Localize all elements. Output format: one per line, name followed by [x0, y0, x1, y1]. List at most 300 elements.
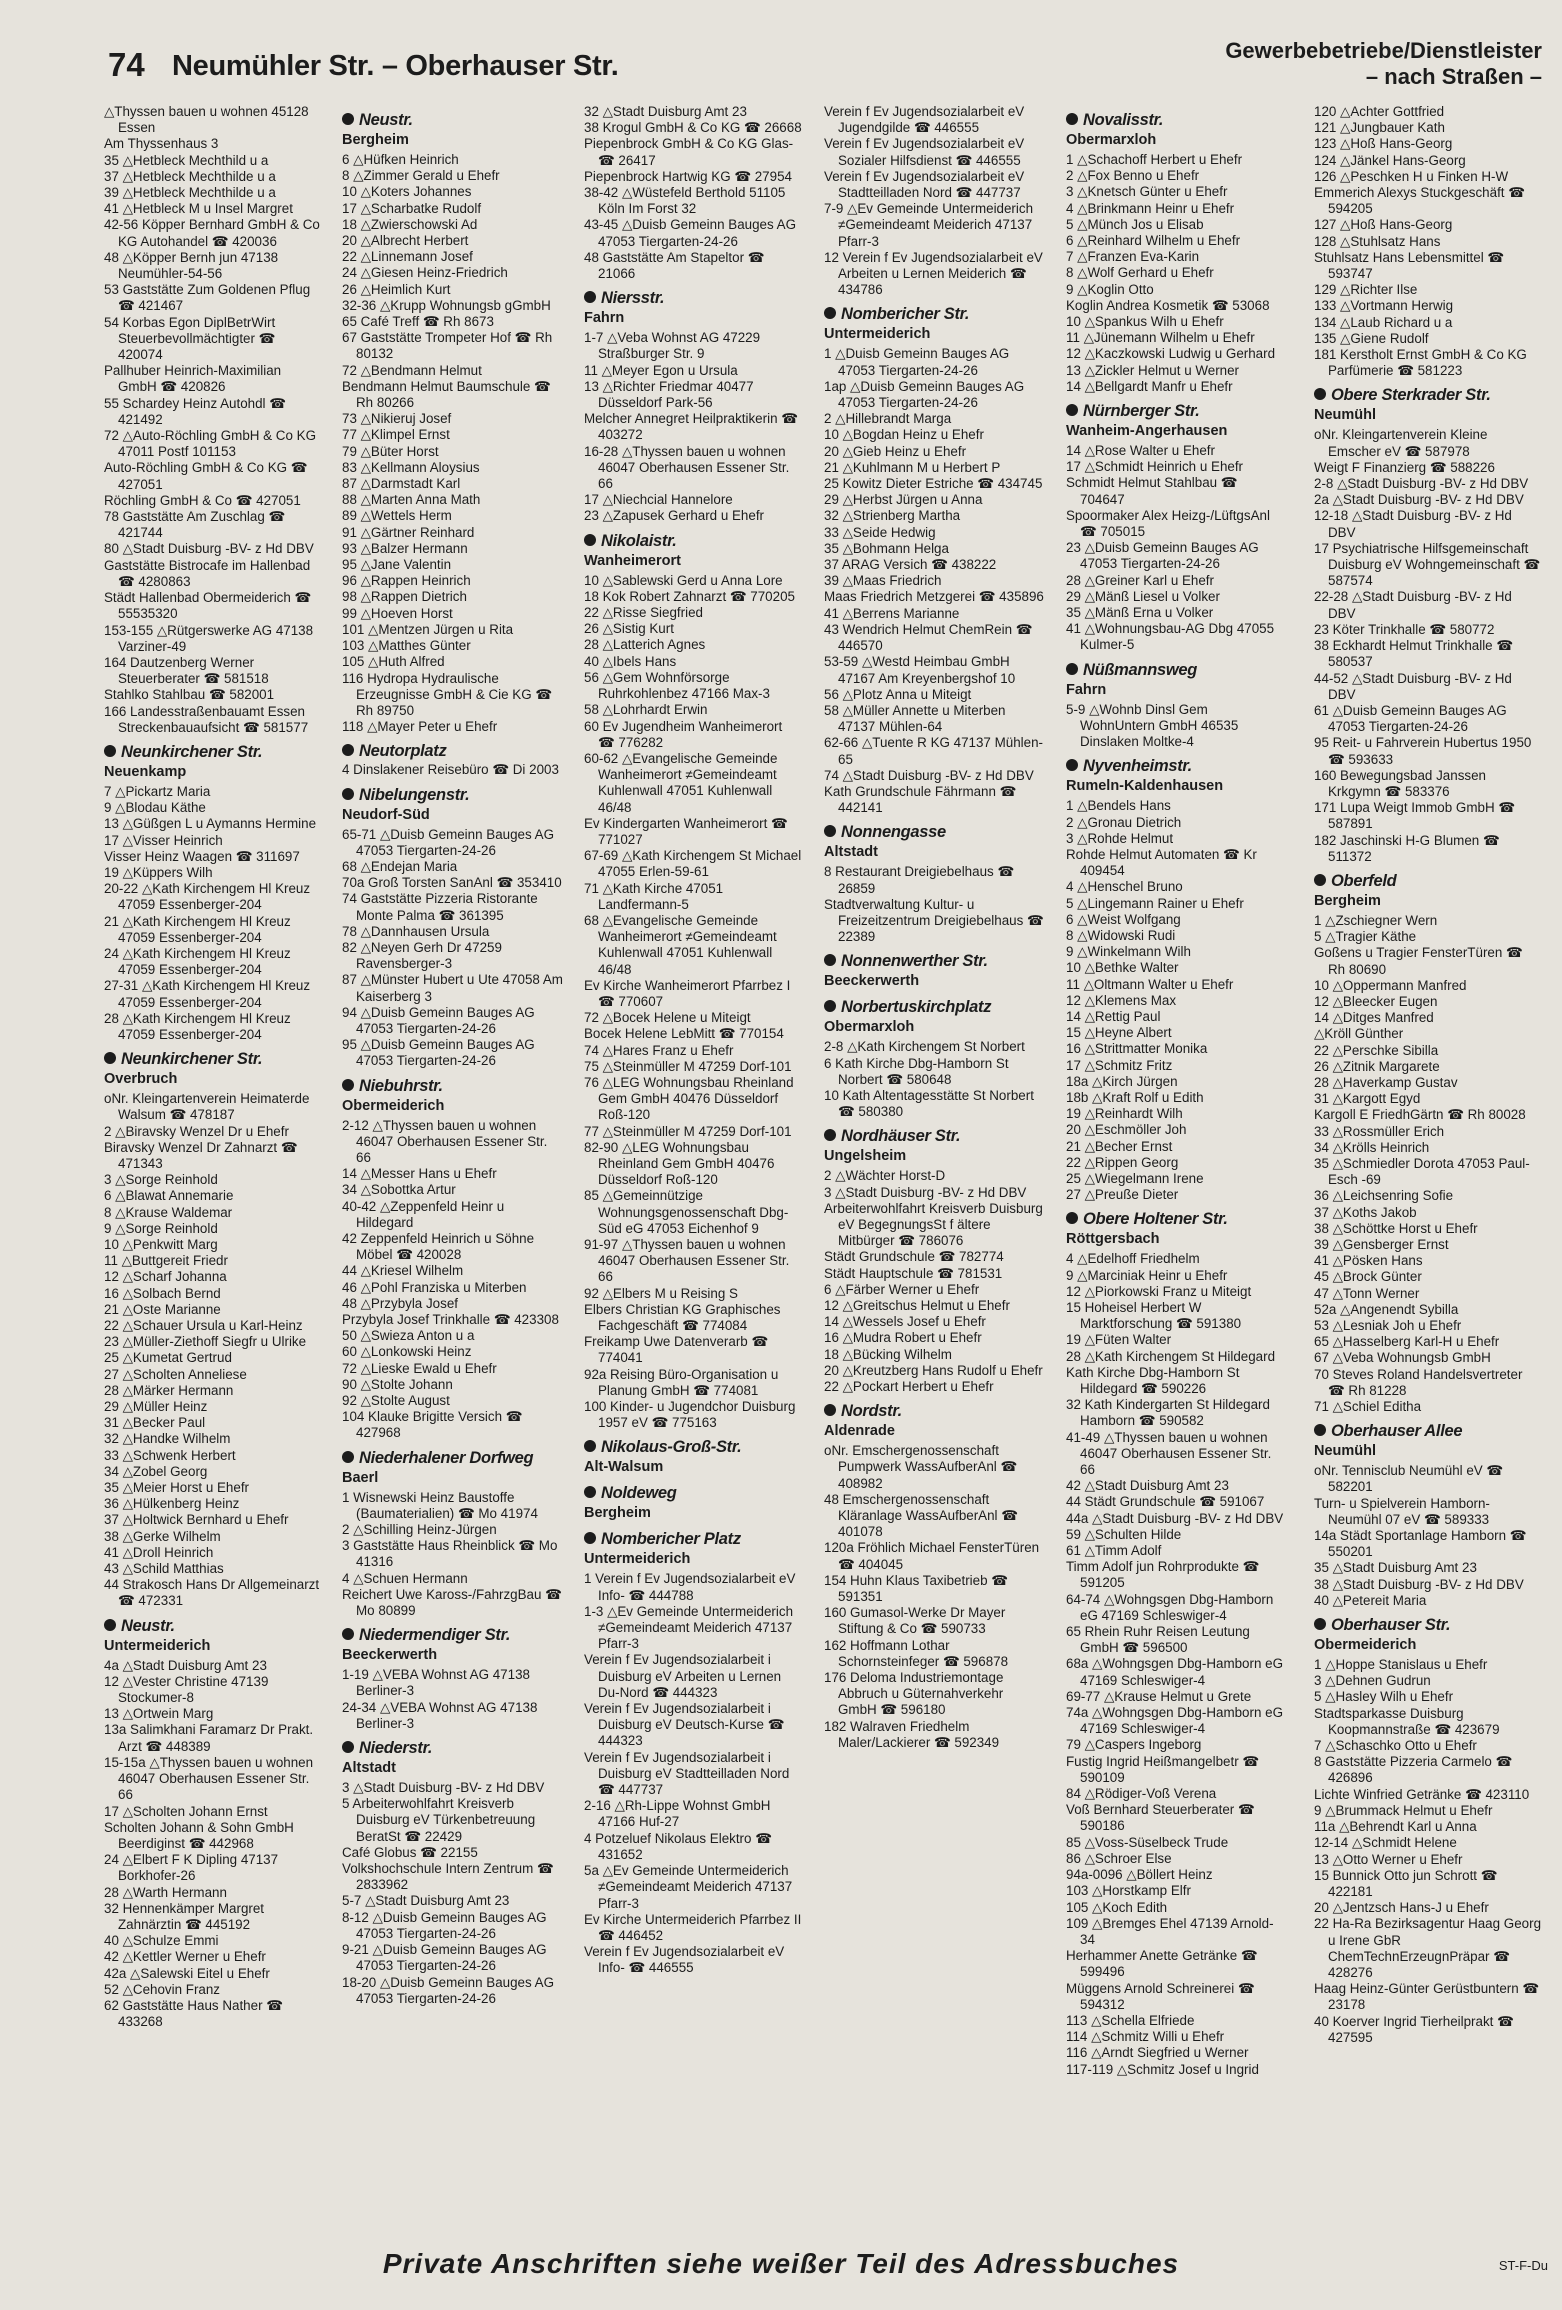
directory-entry: 32 △Strienberg Martha — [824, 508, 961, 524]
directory-entry: Piepenbrock Hartwig KG ☎ 27954 — [584, 168, 792, 184]
directory-entry: Elbers Christian KG Graphisches Fachgeschäft ☎ 774084 — [584, 1301, 781, 1334]
directory-entry: 17 Psychiatrische Hilfsgemeinschaft Duisburg eV Wohngemeinschaft ☎ 587574 — [1314, 540, 1541, 589]
street-name: Oberfeld — [1331, 871, 1397, 890]
directory-entry: 114 △Schmitz Willi u Ehefr — [1066, 2029, 1225, 2045]
district-label: Neumühl — [1314, 1443, 1377, 1460]
directory-entry: 70a Groß Torsten SanAnl ☎ 353410 — [342, 875, 562, 891]
directory-entry: 2-8 △Kath Kirchengem St Norbert — [824, 1039, 1025, 1055]
directory-entry: 104 Klauke Brigitte Versich ☎ 427968 — [342, 1409, 523, 1441]
directory-entry: 43 Wendrich Helmut ChemRein ☎ 446570 — [824, 621, 1033, 654]
directory-entry: 16 △Solbach Bernd — [104, 1285, 221, 1301]
directory-entry: 32 Kath Kindergarten St Hildegard Hamborn ☎ 590582 — [1066, 1397, 1270, 1429]
directory-entry: 34 △Krölls Heinrich — [1314, 1139, 1430, 1155]
street-bullet-icon — [824, 1129, 836, 1141]
street-heading — [342, 1076, 564, 1097]
directory-entry: 23 △Duisb Gemeinn Bauges AG 47053 Tiergarten-24-26 — [1066, 540, 1259, 572]
directory-entry: 153-155 △Rütgerswerke AG 47138 Varziner-49 — [104, 622, 314, 654]
street-name: Oberhauser Str. — [1331, 1616, 1451, 1635]
directory-entry: 27 △Preuße Dieter — [1066, 1187, 1179, 1203]
street-heading — [584, 1529, 802, 1550]
directory-entry: 29 △Müller Heinz — [104, 1399, 208, 1415]
directory-entry: 13 △Richter Friedmar 40477 Düsseldorf Park-56 — [584, 378, 754, 411]
directory-entry: 34 △Sobottka Artur — [342, 1182, 456, 1198]
directory-entry: 15-15a △Thyssen bauen u wohnen 46047 Oberhausen Essener Str. 66 — [104, 1754, 314, 1803]
directory-entry: 87 △Münster Hubert u Ute 47058 Am Kaiserberg 3 — [342, 972, 563, 1004]
directory-entry: Am Thyssenhaus 3 — [104, 136, 219, 152]
page-number: 74 — [108, 46, 145, 83]
street-name: Niersstr. — [601, 289, 665, 308]
directory-entry: Weigt F Finanzierg ☎ 588226 — [1314, 459, 1495, 475]
directory-entry: 2 △Schilling Heinz-Jürgen — [342, 1522, 497, 1538]
directory-entry: Stuhlsatz Hans Lebensmittel ☎ 593747 — [1314, 249, 1505, 282]
directory-entry: 67 Gaststätte Trompeter Hof ☎ Rh 80132 — [342, 330, 553, 362]
directory-entry: Biravsky Wenzel Dr Zahnarzt ☎ 471343 — [104, 1139, 298, 1171]
directory-entry: 120a Fröhlich Michael FensterTüren ☎ 404045 — [824, 1540, 1040, 1572]
directory-entry: 182 Walraven Friedhelm Maler/Lackierer ☎ 592349 — [824, 1718, 1000, 1750]
directory-entry: Schmidt Helmut Stahlbau ☎ 704647 — [1066, 475, 1238, 507]
directory-entry: 41 △Berrens Marianne — [824, 605, 960, 621]
directory-entry: 72 △Auto-Röchling GmbH & Co KG 47011 Postf 101153 — [104, 428, 316, 460]
directory-entry: 78 △Dannhausen Ursula — [342, 923, 490, 939]
directory-entry: Bocek Helene LebMitt ☎ 770154 — [584, 1026, 784, 1042]
directory-entry: 29 △Herbst Jürgen u Anna — [824, 492, 983, 508]
street-heading — [1314, 385, 1542, 406]
street-heading — [824, 1126, 1044, 1147]
directory-entry: 1 Verein f Ev Jugendsozialarbeit eV Info- ☎ 444788 — [584, 1571, 796, 1603]
directory-entry: 124 △Jänkel Hans-Georg — [1314, 152, 1466, 168]
footer-note: Private Anschriften siehe weißer Teil des Adressbuches — [382, 2248, 1180, 2279]
directory-entry: 3 Gaststätte Haus Rheinblick ☎ Mo 41316 — [342, 1538, 558, 1570]
directory-entry: 160 Bewegungsbad Janssen Krkgymn ☎ 583376 — [1314, 767, 1486, 799]
directory-entry: 11 △Jünemann Wilhelm u Ehefr — [1066, 330, 1255, 346]
street-heading — [1066, 401, 1284, 422]
directory-entry: 91-97 △Thyssen bauen u wohnen 46047 Oberhausen Essener Str. 66 — [584, 1237, 790, 1285]
street-bullet-icon — [342, 1741, 354, 1753]
directory-entry: 95 △Duisb Gemeinn Bauges AG 47053 Tiergarten-24-26 — [342, 1037, 535, 1069]
directory-entry: Ev Kirche Untermeiderich Pfarrbez II ☎ 446452 — [584, 1911, 802, 1943]
directory-entry: 12-18 △Stadt Duisburg -BV- z Hd DBV — [1314, 508, 1512, 540]
directory-entry: 22 Ha-Ra Bezirksagentur Haag Georg u Irene GbR ChemTechnErzeugnPräpar ☎ 428276 — [1314, 1916, 1542, 1980]
directory-entry: Koglin Andrea Kosmetik ☎ 53068 — [1066, 297, 1270, 313]
district-label: Beeckerwerth — [824, 973, 920, 990]
directory-entry: 48 Gaststätte Am Stapeltor ☎ 21066 — [584, 249, 765, 282]
directory-entry: 80 △Stadt Duisburg -BV- z Hd DBV — [104, 541, 314, 557]
directory-entry: 171 Lupa Weigt Immob GmbH ☎ 587891 — [1314, 800, 1516, 832]
directory-entry: 16 △Mudra Robert u Ehefr — [824, 1330, 982, 1346]
directory-entry: 20 △Jentzsch Hans-J u Ehefr — [1314, 1900, 1489, 1916]
street-bullet-icon — [824, 1000, 836, 1012]
directory-entry: 15 Bunnick Otto jun Schrott ☎ 422181 — [1314, 1867, 1498, 1899]
directory-entry: 10 Kath Altentagesstätte St Norbert ☎ 580380 — [824, 1087, 1034, 1120]
directory-entry: 62 Gaststätte Haus Nather ☎ 433268 — [104, 1997, 283, 2030]
directory-entry: 43-45 △Duisb Gemeinn Bauges AG 47053 Tiergarten-24-26 — [584, 217, 797, 249]
district-label: Wanheim-Angerhausen — [1066, 423, 1228, 440]
directory-entry: Rohde Helmut Automaten ☎ Kr 409454 — [1066, 846, 1257, 879]
directory-entry: 68 △Endejan Maria — [342, 858, 458, 874]
directory-entry: 95 Reit- u Fahrverein Hubertus 1950 ☎ 593633 — [1314, 735, 1532, 767]
directory-entry: 2 △Hillebrandt Marga — [824, 411, 952, 427]
directory-entry: 1-3 △Ev Gemeinde Untermeiderich ≠Gemeindeamt Meiderich 47137 Pfarr-3 — [584, 1603, 794, 1652]
street-bullet-icon — [1066, 404, 1078, 416]
column-5 — [1066, 104, 1284, 2242]
directory-entry: 24 △Kath Kirchengem Hl Kreuz 47059 Essenberger-204 — [104, 945, 291, 978]
directory-entry: oNr. Tennisclub Neumühl eV ☎ 582201 — [1314, 1463, 1504, 1495]
directory-entry: 19 △Küppers Wilh — [104, 864, 213, 880]
directory-entry: 12 △Kaczkowski Ludwig u Gerhard — [1066, 346, 1276, 362]
directory-entry: Spoormaker Alex Heizg-/LüftgsAnl ☎ 705015 — [1066, 507, 1270, 540]
directory-entry: 12 △Greitschus Helmut u Ehefr — [824, 1297, 1010, 1313]
street-heading — [584, 1437, 802, 1458]
street-heading — [1066, 660, 1284, 681]
street-heading — [342, 1625, 564, 1646]
directory-entry: Müggens Arnold Schreinerei ☎ 594312 — [1066, 1980, 1255, 2012]
directory-entry: 100 Kinder- u Jugendchor Duisburg 1957 eV ☎ 775163 — [584, 1399, 796, 1431]
directory-entry: 4 Dinslakener Reisebüro ☎ Di 2003 — [342, 762, 559, 778]
directory-entry: 40 Koerver Ingrid Tierheilprakt ☎ 427595 — [1314, 2013, 1514, 2045]
street-bullet-icon — [1314, 1618, 1326, 1630]
directory-entry: 9-21 △Duisb Gemeinn Bauges AG 47053 Tiergarten-24-26 — [342, 1942, 547, 1974]
directory-entry: 5 △Münch Jos u Elisab — [1066, 216, 1204, 232]
directory-entry: 18b △Kraft Rolf u Edith — [1066, 1089, 1204, 1105]
directory-entry: 94a-0096 △Böllert Heinz — [1066, 1867, 1213, 1883]
directory-entry: 166 Landesstraßenbauamt Essen Streckenbauaufsicht ☎ 581577 — [104, 703, 309, 735]
directory-entry: 128 △Stuhlsatz Hans — [1314, 233, 1441, 249]
column-6 — [1314, 104, 1542, 2242]
directory-entry: 21 △Kath Kirchengem Hl Kreuz 47059 Essenberger-204 — [104, 913, 291, 945]
directory-entry: 23 △Zapusek Gerhard u Ehefr — [584, 508, 765, 524]
directory-entry: 61 △Duisb Gemeinn Bauges AG 47053 Tiergarten-24-26 — [1314, 702, 1507, 735]
column-2 — [342, 104, 564, 2242]
street-name: Novalisstr. — [1083, 111, 1164, 129]
directory-entry: 28 △Kath Kirchengem Hl Kreuz 47059 Essenberger-204 — [104, 1010, 291, 1042]
directory-entry: Auto-Röchling GmbH & Co KG ☎ 427051 — [104, 460, 308, 492]
street-name: Nüßmannsweg — [1083, 660, 1198, 679]
directory-entry: 24-34 △VEBA Wohnst AG 47138 Berliner-3 — [342, 1699, 538, 1731]
directory-entry: 9 △Marciniak Heinr u Ehefr — [1066, 1267, 1228, 1283]
street-bullet-icon — [824, 825, 836, 837]
directory-entry: Verein f Ev Jugendsozialarbeit i Duisburg eV Arbeiten u Lernen Du-Nord ☎ 444323 — [584, 1652, 782, 1700]
directory-entry: 11 △Buttgereit Friedr — [104, 1253, 228, 1269]
directory-entry: 9 △Winkelmann Wilh — [1066, 944, 1191, 960]
directory-entry: 17 △Scharbatke Rudolf — [342, 200, 482, 216]
directory-entry: 13 △Ortwein Marg — [104, 1706, 214, 1722]
directory-entry: Kath Kirche Dbg-Hamborn St Hildegard ☎ 590226 — [1066, 1364, 1240, 1396]
directory-entry: 14 △Bellgardt Manfr u Ehefr — [1066, 378, 1233, 394]
directory-entry: 48 △Przybyla Josef — [342, 1295, 458, 1311]
directory-entry: 13 △Otto Werner u Ehefr — [1314, 1851, 1463, 1867]
directory-entry: Timm Adolf jun Rohrprodukte ☎ 591205 — [1066, 1559, 1260, 1591]
directory-entry: 42a △Salewski Eitel u Ehefr — [104, 1965, 270, 1981]
street-name: Neutorplatz — [359, 742, 447, 761]
directory-entry: 40 △Petereit Maria — [1314, 1592, 1427, 1608]
street-bullet-icon — [584, 291, 596, 303]
directory-entry: 18 △Zwierschowski Ad — [342, 216, 478, 232]
directory-entry: 36 △Hülkenberg Heinz — [104, 1496, 240, 1512]
street-heading — [824, 1401, 1044, 1422]
street-bullet-icon — [1314, 388, 1326, 400]
directory-entry: 4a △Stadt Duisburg Amt 23 — [104, 1657, 267, 1673]
directory-entry: 123 △Hoß Hans-Georg — [1314, 136, 1453, 152]
directory-entry: 48 Emschergenossenschaft Kläranlage WassAufberAnl ☎ 401078 — [824, 1491, 1018, 1540]
directory-entry: 17 △Niechcial Hannelore — [584, 492, 733, 508]
directory-entry: Stahlko Stahlbau ☎ 582001 — [104, 687, 275, 703]
directory-entry: 103 △Matthes Günter — [342, 638, 471, 654]
street-bullet-icon — [1314, 874, 1326, 886]
directory-entry: 35 △Mänß Erna u Volker — [1066, 605, 1214, 621]
directory-entry: 37 △Hetbleck Mechthilde u a — [104, 168, 276, 184]
directory-entry: 60-62 △Evangelische Gemeinde Wanheimerort ≠Gemeindeamt Kuhlenwall 47051 Kuhlenwall 46/48 — [584, 750, 778, 815]
directory-entry: 12 Verein f Ev Jugendsozialarbeit eV Arbeiten u Lernen Meiderich ☎ 434786 — [824, 249, 1043, 298]
directory-entry: 17 △Schmidt Heinrich u Ehefr — [1066, 459, 1244, 475]
directory-entry: Maas Friedrich Metzgerei ☎ 435896 — [824, 589, 1044, 605]
street-bullet-icon — [1066, 663, 1078, 675]
street-name: Oberhauser Allee — [1331, 1422, 1463, 1441]
street-heading — [342, 110, 564, 131]
directory-entry: 45 △Brock Günter — [1314, 1269, 1422, 1285]
street-bullet-icon — [104, 745, 116, 757]
directory-entry: 99 △Hoeven Horst — [342, 605, 453, 621]
street-bullet-icon — [342, 744, 354, 756]
street-bullet-icon — [342, 1079, 354, 1091]
directory-entry: 35 △Schmiedler Dorota 47053 Paul-Esch -69 — [1314, 1155, 1530, 1188]
directory-entry: 5 △Lingemann Rainer u Ehefr — [1066, 895, 1244, 911]
directory-entry: 14a Städt Sportanlage Hamborn ☎ 550201 — [1314, 1528, 1527, 1560]
directory-entry: 13 △Zickler Helmut u Werner — [1066, 362, 1240, 378]
directory-entry: 38-42 △Wüstefeld Berthold 51105 Köln Im Forst 32 — [584, 185, 786, 217]
directory-entry: 41 △Wohnungsbau-AG Dbg 47055 Kulmer-5 — [1066, 621, 1275, 653]
street-name: Nordstr. — [841, 1402, 902, 1421]
street-bullet-icon — [824, 1404, 836, 1416]
district-label: Altstadt — [342, 1760, 396, 1777]
directory-entry: 52a △Angenendt Sybilla — [1314, 1301, 1459, 1317]
street-heading — [342, 1448, 564, 1469]
directory-entry: oNr. Kleingartenverein Kleine Emscher eV ☎ 587978 — [1314, 427, 1488, 459]
directory-entry: 21 △Oste Marianne — [104, 1301, 221, 1317]
district-label: Neuenkamp — [104, 763, 187, 780]
directory-entry: 11a △Behrendt Karl u Anna — [1314, 1819, 1477, 1835]
directory-entry: 5-9 △Wohnb Dinsl Gem WohnUntern GmbH 46535 Dinslaken Moltke-4 — [1066, 701, 1239, 750]
directory-entry: 55 Schardey Heinz Autohdl ☎ 421492 — [104, 395, 286, 427]
directory-entry: 73 △Nikieruj Josef — [342, 411, 452, 427]
directory-entry: 24 △Giesen Heinz-Friedrich — [342, 265, 508, 281]
directory-entry: 22 △Pockart Herbert u Ehefr — [824, 1379, 994, 1394]
street-name: Neunkirchener Str. — [121, 742, 263, 761]
directory-entry: 65 △Hasselberg Karl-H u Ehefr — [1314, 1334, 1500, 1350]
directory-entry: Voß Bernhard Steuerberater ☎ 590186 — [1066, 1802, 1255, 1834]
directory-entry: 7 △Schaschko Otto u Ehefr — [1314, 1738, 1477, 1754]
directory-entry: 42 Zeppenfeld Heinrich u Söhne Möbel ☎ 420028 — [342, 1230, 535, 1263]
directory-entry: 8 △Widowski Rudi — [1066, 927, 1176, 943]
directory-entry: 28 △Haverkamp Gustav — [1314, 1074, 1458, 1090]
directory-entry: 3 △Rohde Helmut — [1066, 830, 1174, 846]
directory-entry: 88 △Marten Anna Math — [342, 492, 481, 508]
directory-entry: 74 △Stadt Duisburg -BV- z Hd DBV — [824, 767, 1034, 783]
directory-entry: 32 △Handke Wilhelm — [104, 1431, 231, 1447]
directory-entry: 22 △Rippen Georg — [1066, 1154, 1179, 1170]
directory-entry: 12 △Klemens Max — [1066, 992, 1177, 1008]
district-label: Neudorf-Süd — [342, 806, 430, 823]
directory-entry: △Kröll Günther — [1314, 1026, 1404, 1042]
street-bullet-icon — [104, 1619, 116, 1631]
directory-entry: 105 △Koch Edith — [1066, 1899, 1168, 1915]
directory-entry: 50 △Swieza Anton u a — [342, 1328, 475, 1344]
directory-entry: 79 △Büter Horst — [342, 443, 439, 459]
directory-entry: 117-119 △Schmitz Josef u Ingrid — [1066, 2061, 1259, 2077]
directory-entry: 10 △Penkwitt Marg — [104, 1237, 218, 1252]
section-title-line1: Gewerbebetriebe/Dienstleister — [1225, 38, 1542, 63]
directory-entry: Melcher Annegret Heilpraktikerin ☎ 403272 — [584, 411, 798, 443]
street-bullet-icon — [342, 113, 354, 125]
directory-entry: 127 △Hoß Hans-Georg — [1314, 217, 1453, 233]
directory-entry: 2a △Stadt Duisburg -BV- z Hd DBV — [1314, 492, 1524, 508]
directory-entry: oNr. Emschergenossenschaft Pumpwerk WassAufberAnl ☎ 408982 — [824, 1443, 1018, 1491]
district-label: Obermarxloh — [824, 1019, 915, 1036]
district-label: Obermarxloh — [1066, 132, 1157, 148]
directory-entry: 1 Wisnewski Heinz Baustoffe (Baumaterialien) ☎ Mo 41974 — [342, 1489, 538, 1521]
directory-entry: 72 △Lieske Ewald u Ehefr — [342, 1360, 497, 1376]
directory-entry: 5 △Tragier Käthe — [1314, 929, 1417, 945]
district-label: Rumeln-Kaldenhausen — [1066, 778, 1224, 795]
directory-entry: Kath Grundschule Fährmann ☎ 442141 — [824, 783, 1017, 816]
directory-entry: 16 △Strittmatter Monika — [1066, 1041, 1208, 1057]
directory-entry: 6 △Hüfken Heinrich — [342, 152, 459, 167]
directory-entry: 32 △Stadt Duisburg Amt 23 — [584, 104, 747, 119]
street-heading — [342, 741, 564, 762]
district-label: Neumühl — [1314, 407, 1377, 424]
directory-entry: 39 △Gensberger Ernst — [1314, 1237, 1449, 1252]
directory-entry: 9 △Sorge Reinhold — [104, 1220, 218, 1236]
directory-entry: 65 Café Treff ☎ Rh 8673 — [342, 314, 494, 330]
district-label: Bergheim — [584, 1505, 651, 1522]
directory-entry: 41 △Droll Heinrich — [104, 1544, 214, 1560]
directory-entry: 53 △Lesniak Joh u Ehefr — [1314, 1318, 1462, 1334]
page-footer — [0, 2248, 1562, 2288]
directory-entry: 4 △Edelhoff Friedhelm — [1066, 1251, 1200, 1267]
street-name: Nikolaistr. — [601, 531, 677, 550]
directory-entry: 38 △Schöttke Horst u Ehefr — [1314, 1220, 1478, 1236]
directory-entry: 14 △Ditges Manfred — [1314, 1010, 1434, 1026]
street-name: Niederhalener Dorfweg — [359, 1448, 534, 1467]
directory-entry: 41-49 △Thyssen bauen u wohnen 46047 Oberhausen Essener Str. 66 — [1066, 1429, 1272, 1478]
directory-entry: 18a △Kirch Jürgen — [1066, 1073, 1178, 1089]
directory-entry: 7 △Franzen Eva-Karin — [1066, 249, 1200, 265]
directory-entry: 98 △Rappen Dietrich — [342, 589, 467, 605]
street-name: Nyvenheimstr. — [1083, 757, 1192, 776]
directory-entry: 67 △Veba Wohnungsb GmbH — [1314, 1350, 1491, 1366]
directory-entry: 13a Salimkhani Faramarz Dr Prakt. Arzt ☎ 448389 — [104, 1722, 314, 1754]
district-label: Röttgersbach — [1066, 1231, 1160, 1248]
directory-entry: 8 Gaststätte Pizzeria Carmelo ☎ 426896 — [1314, 1754, 1513, 1786]
directory-entry: 15 △Heyne Albert — [1066, 1025, 1172, 1041]
directory-entry: Haag Heinz-Günter Gerüstbuntern ☎ 23178 — [1314, 1981, 1540, 2013]
directory-entry: 12 △Vester Christine 47139 Stockumer-8 — [104, 1673, 269, 1706]
directory-entry: 32-36 △Krupp Wohnungsb gGmbH — [342, 297, 551, 313]
directory-entry: 44 △Kriesel Wilhelm — [342, 1263, 464, 1279]
directory-entry: 10 △Sablewski Gerd u Anna Lore — [584, 572, 783, 588]
directory-entry: 8 △Krause Waldemar — [104, 1204, 233, 1220]
street-heading — [1066, 110, 1284, 131]
directory-entry: 48 △Köpper Bernh jun 47138 Neumühler-54-56 — [104, 249, 279, 282]
directory-entry: 38 △Gerke Wilhelm — [104, 1528, 221, 1544]
street-name: Nombericher Str. — [841, 305, 970, 324]
directory-entry: 8-12 △Duisb Gemeinn Bauges AG 47053 Tiergarten-24-26 — [342, 1909, 547, 1941]
directory-entry: Verein f Ev Jugendsozialarbeit eV Info- ☎ 446555 — [584, 1944, 785, 1976]
directory-entry: Piepenbrock GmbH & Co KG Glas- ☎ 26417 — [584, 136, 794, 168]
directory-entry: 87 △Darmstadt Karl — [342, 476, 461, 492]
directory-entry: 39 △Maas Friedrich — [824, 573, 942, 589]
street-heading — [584, 288, 802, 309]
street-bullet-icon — [1066, 1212, 1078, 1224]
directory-entry: 28 △Warth Hermann — [104, 1884, 227, 1900]
directory-entry: 29 △Mänß Liesel u Volker — [1066, 588, 1220, 604]
directory-entry: 28 △Latterich Agnes — [584, 637, 706, 653]
directory-entry: 9 △Koglin Otto — [1066, 281, 1154, 297]
directory-entry: 14 △Wessels Josef u Ehefr — [824, 1314, 986, 1330]
directory-entry: Freikamp Uwe Datenverarb ☎ 774041 — [584, 1334, 769, 1366]
street-heading — [584, 1483, 802, 1504]
directory-entry: 3 △Stadt Duisburg -BV- z Hd DBV — [342, 1780, 545, 1796]
directory-entry: 1ap △Duisb Gemeinn Bauges AG 47053 Tiergarten-24-26 — [824, 378, 1025, 411]
directory-entry: Verein f Ev Jugendsozialarbeit i Duisburg eV Stadtteilladen Nord ☎ 447737 — [584, 1749, 790, 1798]
directory-entry: 116 Hydropa Hydraulische Erzeugnisse GmbH & Cie KG ☎ Rh 89750 — [342, 670, 553, 718]
directory-entry: 42-56 Köpper Bernhard GmbH & Co KG Autohandel ☎ 420036 — [104, 217, 320, 249]
directory-entry: Verein f Ev Jugendsozialarbeit i Duisburg eV Deutsch-Kurse ☎ 444323 — [584, 1701, 785, 1749]
directory-entry: 34 △Zobel Georg — [104, 1463, 208, 1479]
district-label: Bergheim — [342, 132, 409, 148]
directory-entry: 24 △Elbert F K Dipling 47137 Borkhofer-26 — [104, 1852, 279, 1884]
directory-entry: 19 △Reinhardt Wilh — [1066, 1106, 1183, 1122]
directory-entry: 12 △Scharf Johanna — [104, 1269, 227, 1285]
district-label: Alt-Walsum — [584, 1459, 664, 1476]
street-heading — [342, 1738, 564, 1759]
street-bullet-icon — [584, 1532, 596, 1544]
directory-entry: 15 Hoheisel Herbert W Marktforschung ☎ 591380 — [1066, 1299, 1242, 1332]
directory-entry: Przybyla Josef Trinkhalle ☎ 423308 — [342, 1312, 559, 1327]
directory-entry: Verein f Ev Jugendsozialarbeit eV Sozialer Hilfsdienst ☎ 446555 — [824, 136, 1025, 168]
directory-entry: 52 △Cehovin Franz — [104, 1981, 220, 1997]
directory-entry: 95 △Jane Valentin — [342, 557, 452, 573]
directory-entry: 103 △Horstkamp Elfr — [1066, 1883, 1191, 1899]
directory-entry: 26 △Zitnik Margarete — [1314, 1058, 1440, 1074]
directory-entry: Ev Kirche Wanheimerort Pfarrbez I ☎ 770607 — [584, 977, 791, 1009]
directory-entry: 62-66 △Tuente R KG 47137 Mühlen-65 — [824, 735, 1043, 767]
directory-entry: 22-28 △Stadt Duisburg -BV- z Hd DBV — [1314, 589, 1512, 621]
street-bullet-icon — [342, 1628, 354, 1640]
directory-entry: 42 △Kettler Werner u Ehefr — [104, 1949, 266, 1965]
directory-entry: 12 △Bleecker Eugen — [1314, 993, 1438, 1009]
directory-entry: Ev Kindergarten Wanheimerort ☎ 771027 — [584, 815, 788, 847]
directory-entry: 77 △Steinmüller M 47259 Dorf-101 — [584, 1123, 792, 1139]
directory-entry: 6 △Reinhard Wilhelm u Ehefr — [1066, 233, 1241, 249]
directory-entry: 44 Strakosch Hans Dr Allgemeinarzt ☎ 472331 — [104, 1577, 320, 1609]
directory-entry: 35 △Bohmann Helga — [824, 540, 949, 556]
street-name: Obere Holtener Str. — [1083, 1210, 1228, 1229]
street-bullet-icon — [584, 1486, 596, 1498]
directory-entry: oNr. Kleingartenverein Heimaterde Walsum ☎ 478187 — [104, 1091, 310, 1123]
district-label: Ungelsheim — [824, 1148, 907, 1165]
directory-entry: 90 △Stolte Johann — [342, 1376, 453, 1392]
directory-entry: Städt Hallenbad Obermeiderich ☎ 55535320 — [104, 590, 312, 622]
street-heading — [104, 1049, 322, 1070]
street-name: Nibelungenstr. — [359, 785, 470, 804]
street-name: Neunkirchener Str. — [121, 1050, 263, 1069]
district-label: Bergheim — [1314, 892, 1381, 909]
directory-entry: Fustig Ingrid Heißmangelbetr ☎ 590109 — [1066, 1753, 1260, 1785]
directory-entry: 72 △Bendmann Helmut — [342, 362, 482, 378]
street-heading — [1314, 871, 1542, 892]
directory-entry: 160 Gumasol-Werke Dr Mayer Stiftung & Co ☎ 590733 — [824, 1605, 1006, 1637]
directory-entry: 18 Kok Robert Zahnarzt ☎ 770205 — [584, 588, 795, 604]
